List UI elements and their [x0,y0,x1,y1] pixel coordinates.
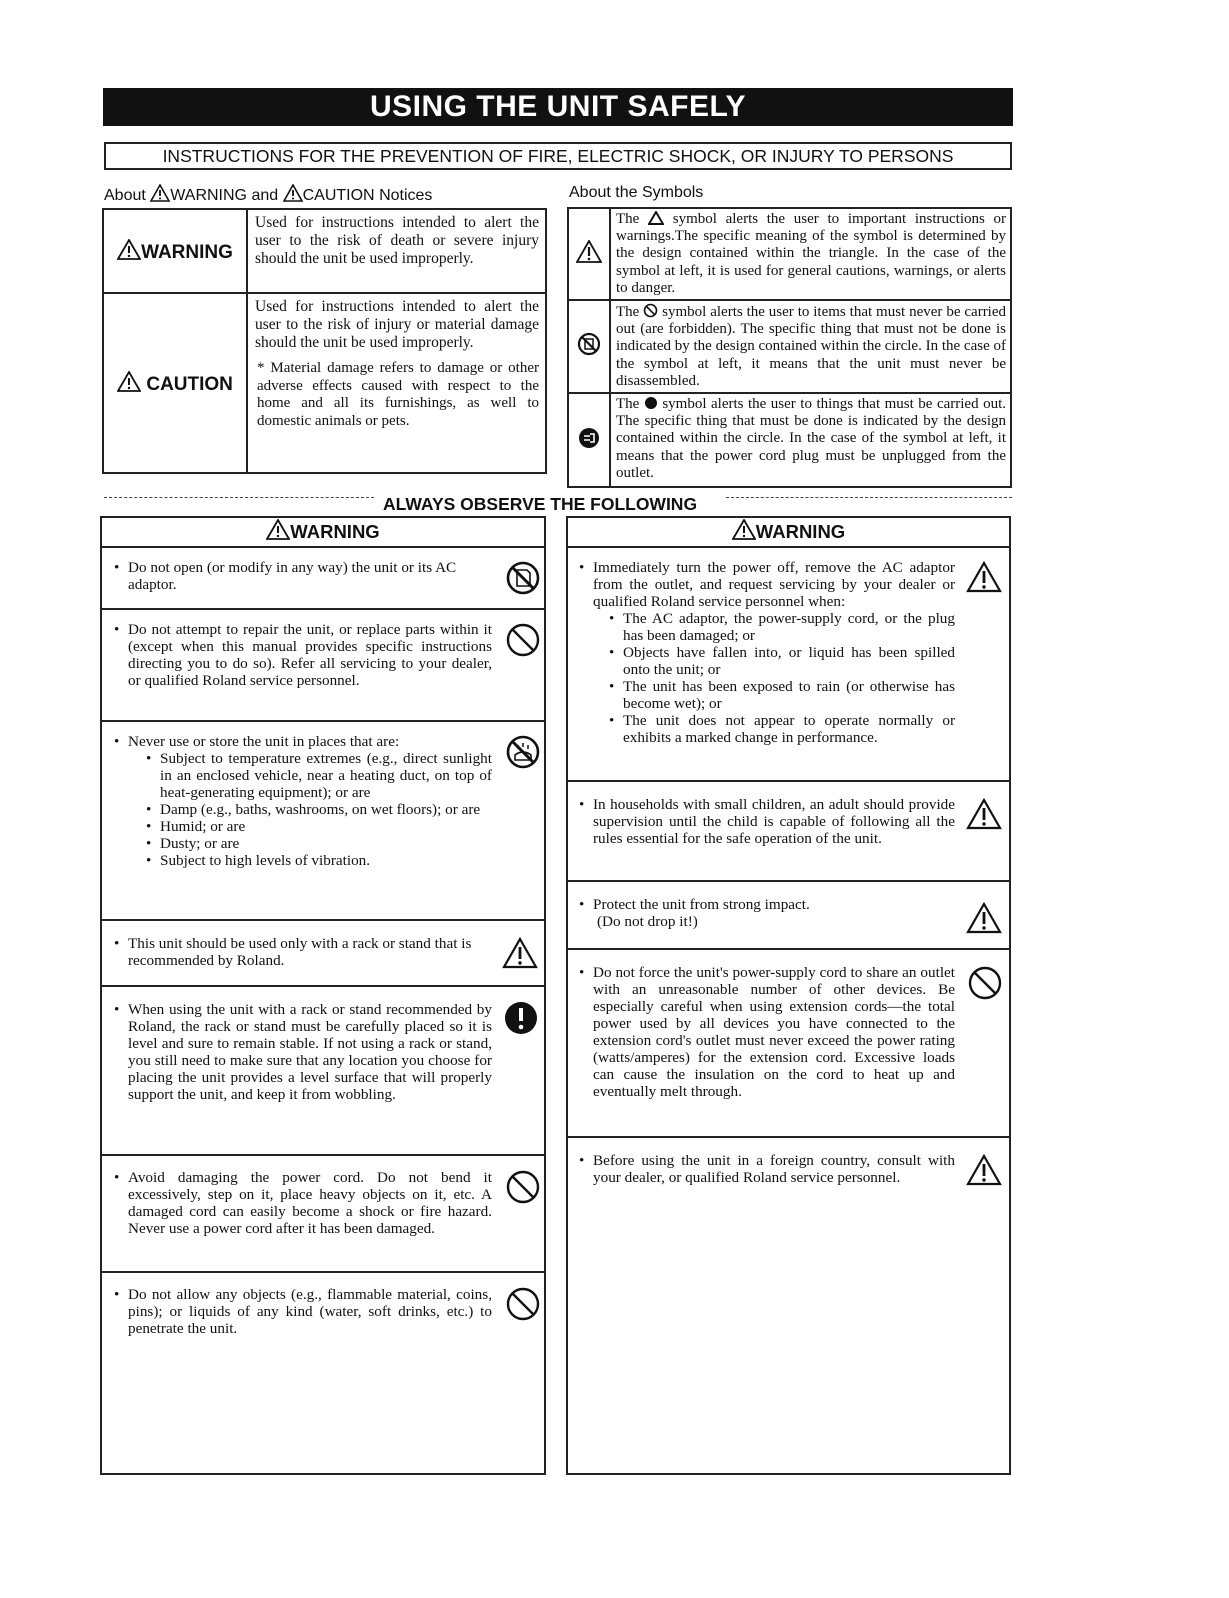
mandatory-symbol-description: The symbol alerts the user to things that must be carried out. The specific thing that must be done is indicated by the design contained within the circle. In the case of the symbol at left, it means that the power cord plug must be unplugged from the outlet. [610,393,1011,487]
left-warning-item-6: • Avoid damaging the power cord. Do not bend it excessively, step on it, place heavy objects on it, etc. A damaged cord can easily become a shock or fire hazard. Never use a power cord after it has been damaged. [102,1156,544,1273]
triangle-symbol-description: The symbol alerts the user to important instructions or warnings.The specific meaning of the symbol is determined by the design contained within the triangle. In the case of the symbol at left, it is used for general cautions, warnings, or alerts to danger. [610,208,1011,300]
right-warning-item-4: • Do not force the unit's power-supply cord to share an outlet with an unreasonable number of other devices. Be especially careful when using extension cords—the total power used by all devices you have connected to the extension cord's outlet must never exceed the power rating (watts/amperes) for the extension cord. Excessive loads can cause the insulation on the cord to heat up and eventually melt through. [568,950,1009,1138]
no-disassemble-icon [577,332,601,356]
caution-label-cell [103,293,247,473]
left-warning-item-4: • This unit should be used only with a rack or stand that is recommended by Roland. [102,921,544,987]
small-triangle-icon [648,211,664,225]
left-warning-column [100,516,546,1475]
caution-note: * Material damage refers to damage or other adverse effects caused with respect to the home and all its furnishings, as well to domestic animals or pets. [257,360,539,429]
page-title: USING THE UNIT SAFELY [369,90,747,123]
exclamation-circle-icon [504,1001,538,1035]
caution-triangle-icon [117,371,141,392]
prohibited-symbol-description: The symbol alerts the user to items that must never be carried out (are forbidden). The specific thing that must not be done is indicated by the design contained within the circle. In the case of the symbol at left, it means that the unit must never be disassembled. [610,300,1011,393]
left-warning-item-5: • When using the unit with a rack or stand recommended by Roland, the rack or stand must be carefully placed so it is level and sure to remain stable. If not using a rack or stand, you still need to make sure that any location you choose for placing the unit provides a level surface that will properly support the unit, and keep it from wobbling. [102,987,544,1156]
no-disassemble-icon [506,561,540,595]
symbols-table [567,207,1012,488]
right-warning-header: WARNING [568,518,1009,548]
warning-triangle-icon [117,239,141,260]
left-warning-item-3: • Never use or store the unit in places that are: • Subject to temperature extremes (e.g., direct sunlight in an enclosed vehicle, near a heating duct, on top of heat-generating equipment); or are • Damp (e.g., baths, washrooms, on wet floors); or are • Humid; or are • Dusty; or are • Subject to high levels of vibration. [102,722,544,921]
prohibited-icon [968,966,1002,1000]
always-observe-heading: ALWAYS OBSERVE THE FOLLOWING [383,494,698,514]
warning-triangle-icon [966,561,1002,593]
caution-triangle-icon [283,184,303,202]
notices-table [102,208,547,474]
about-symbols-heading: About the Symbols [569,184,704,201]
warning-triangle-icon [732,519,756,540]
small-filled-circle-icon [644,396,658,410]
unplug-icon [578,427,600,449]
page-banner [103,88,1013,126]
warning-label: WARNING [141,241,233,263]
caution-description-cell [247,293,546,473]
prohibited-icon [506,1287,540,1321]
prohibited-icon [506,1170,540,1204]
no-wet-environment-icon [506,735,540,769]
left-warning-header: WARNING [102,518,544,548]
warning-triangle-icon [966,902,1002,934]
warning-triangle-icon [150,184,170,202]
right-warning-item-2: • In households with small children, an adult should provide supervision until the child is capable of following all the rules essential for the safe operation of the unit. [568,782,1009,882]
right-warning-item-3: • Protect the unit from strong impact. (Do not drop it!) [568,882,1009,950]
warning-triangle-icon [502,937,538,969]
instruction-heading: INSTRUCTIONS FOR THE PREVENTION OF FIRE, ELECTRIC SHOCK, OR INJURY TO PERSONS [104,142,1012,170]
warning-label-cell [103,209,247,293]
warning-triangle-icon [966,798,1002,830]
divider-right [726,497,1012,498]
servicing-conditions-list: • The AC adaptor, the power-supply cord, or the plug has been damaged; or • Objects have fallen into, or liquid has been spilled onto the unit; or • The unit has been exposed to rain (or otherwise has become wet); or • The unit does not appear to operate normally or exhibits a marked change in performance. [623,610,955,746]
environment-list: • Subject to temperature extremes (e.g., direct sunlight in an enclosed vehicle, near a heating duct, on top of heat-generating equipment); or are • Damp (e.g., baths, washrooms, on wet floors); or are • Humid; or are • Dusty; or are • Subject to high levels of vibration. [160,750,492,869]
caution-description: Used for instructions intended to alert the user to the risk of injury or material damage should the unit be used improperly. [255,298,539,351]
about-notices-heading: About WARNING and CAUTION Notices [104,184,432,205]
divider-left [104,497,374,498]
warning-triangle-icon [266,519,290,540]
right-warning-item-1: • Immediately turn the power off, remove the AC adaptor from the outlet, and request servicing by your dealer or qualified Roland service personnel when: • The AC adaptor, the power-supply cord, or the plug has been damaged; or • Objects have fallen into, or liquid has been spilled onto the unit; or • The unit has been exposed to rain (or otherwise has become wet); or • The unit does not appear to operate normally or exhibits a marked change in performance. [568,548,1009,782]
warning-description: Used for instructions intended to alert the user to the risk of death or severe injury should the unit be used improperly. [247,209,546,293]
warning-triangle-icon [576,240,602,263]
left-warning-item-2: • Do not attempt to repair the unit, or replace parts within it (except when this manual provides specific instructions directing you to do so). Refer all servicing to your dealer, or qualified Roland service personnel. [102,610,544,722]
prohibited-icon [506,623,540,657]
small-prohibited-icon [643,303,658,318]
right-warning-column [566,516,1011,1475]
right-warning-item-5: • Before using the unit in a foreign country, consult with your dealer, or qualified Roland service personnel. [568,1138,1009,1473]
left-warning-item-1: • Do not open (or modify in any way) the unit or its AC adaptor. [102,548,544,610]
warning-triangle-icon [966,1154,1002,1186]
caution-label: CAUTION [146,373,233,395]
left-warning-item-7: • Do not allow any objects (e.g., flammable material, coins, pins); or liquids of any kind (water, soft drinks, etc.) to penetrate the unit. [102,1273,544,1473]
